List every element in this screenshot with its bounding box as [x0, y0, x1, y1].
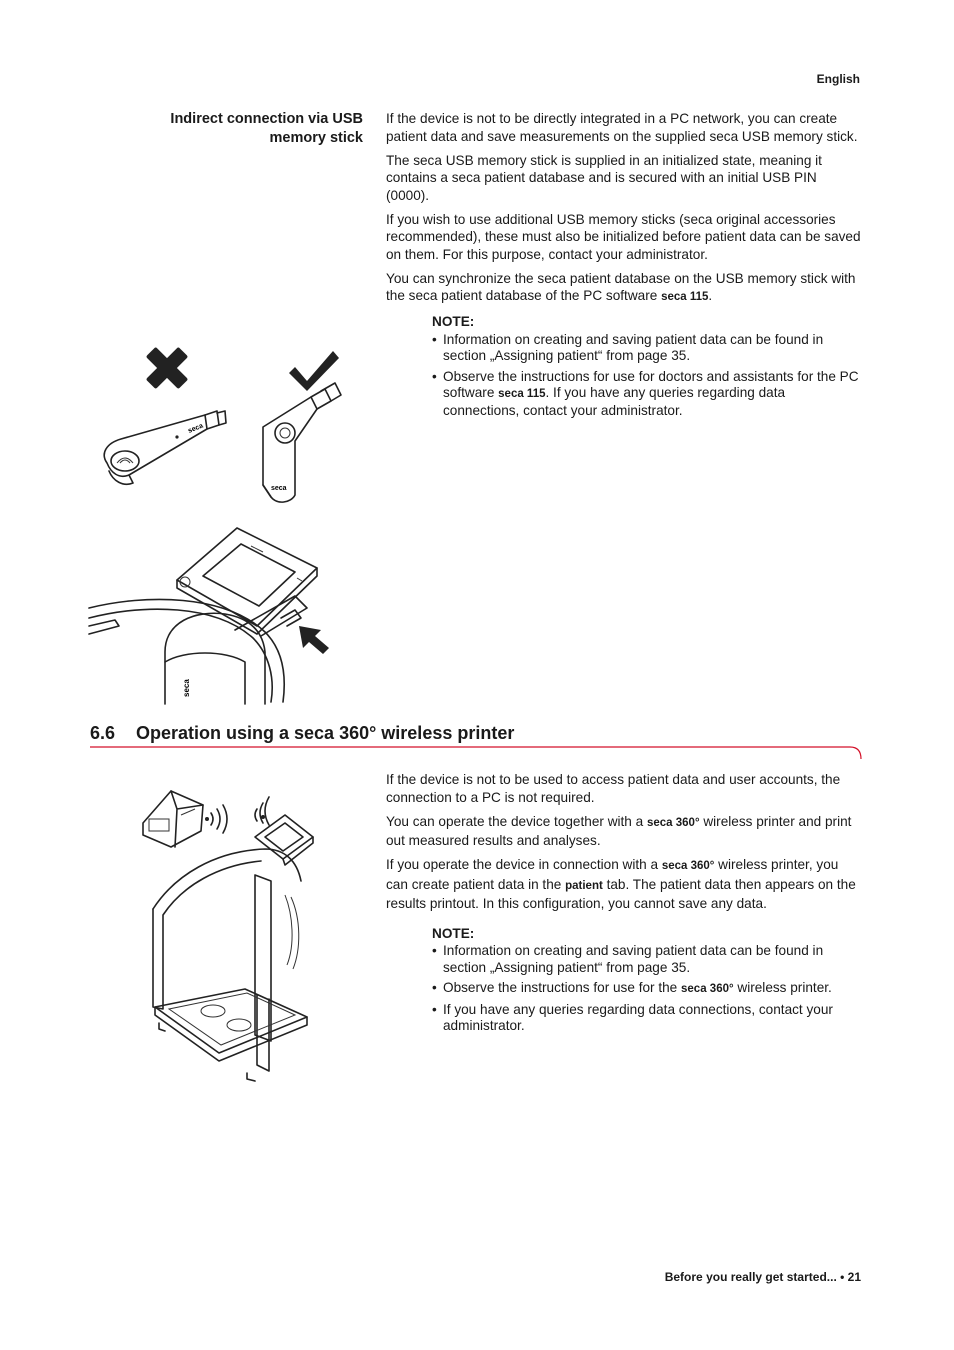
usb-paragraph-3: If you wish to use additional USB memory sticks (seca original accessories recommended), these must also be initialized before patient data can be saved on them. For this purpose, contact your administrator. [386, 211, 861, 262]
column-logo: seca [182, 679, 191, 697]
usb-sticks-illustration [95, 345, 345, 510]
product-name: seca 360° [661, 860, 715, 872]
section-heading [90, 723, 514, 744]
note-title: NOTE: [432, 314, 475, 329]
usb-paragraph-1: If the device is not to be directly integrated in a PC network, you can create patient data and save measurements on the supplied seca USB memory stick. [386, 111, 858, 144]
page-footer: Before you really get started... • 21 [664, 1270, 861, 1284]
wireless-signal-icon [255, 797, 269, 825]
printer [143, 791, 203, 847]
section-rule [90, 746, 862, 760]
printer-note [432, 925, 862, 1035]
note-item: • Information on creating and saving patient data can be found in section „Assigning patient“ from page 35. [432, 332, 862, 365]
section-number: 6.6 [90, 723, 116, 743]
tab-name: patient [565, 879, 603, 892]
wrong-usb-stick [104, 411, 226, 484]
usb-heading-line2: memory stick [269, 130, 363, 146]
note-item: • Observe the instructions for use for doctors and assistants for the PC software seca 115. If you have any queries regarding data connections, contact your administrator. [432, 369, 862, 420]
language-label: English [816, 72, 860, 86]
usb-port-illustration [85, 522, 345, 707]
stick-logo: seca [271, 485, 287, 492]
printer-paragraph-2: You can operate the device together with a seca 360° wireless printer and print out measured results and analyses. [386, 813, 852, 848]
product-name: seca 115 [498, 388, 546, 400]
cross-icon [134, 345, 199, 401]
note-item: • If you have any queries regarding data connections, contact your administrator. [432, 1002, 862, 1035]
scale-display [255, 815, 313, 865]
wireless-signal-icon [205, 805, 227, 833]
scale-printer-illustration [135, 785, 320, 1090]
printer-section-body [386, 771, 862, 1039]
note-title: NOTE: [432, 925, 475, 941]
section-title: Operation using a seca 360° wireless printer [136, 723, 515, 743]
body-composition-scale [153, 849, 307, 1081]
arrow-icon [299, 626, 329, 654]
usb-paragraph-2: The seca USB memory stick is supplied in an initialized state, meaning it contains a seca patient database and is secured with an initial USB PIN (0000). [386, 152, 822, 203]
product-name: seca 115 [661, 291, 709, 303]
printer-paragraph-1: If the device is not to be used to access patient data and user accounts, the connection to a PC is not required. [386, 772, 841, 805]
printer-paragraph-3: If you operate the device in connection with a seca 360° wireless printer, you can create patient data in the patient tab. The patient data then appears on the results printout. In this configuration, you cannot save any data. [386, 857, 856, 911]
usb-heading-line1: Indirect connection via USB [170, 111, 363, 127]
stick-logo: seca [187, 422, 205, 435]
note-item: • Observe the instructions for use for the seca 360° wireless printer. [432, 980, 862, 998]
scale-column [165, 613, 265, 704]
note-item: • Information on creating and saving patient data can be found in section „Assigning patient“ from page 35. [432, 943, 862, 976]
usb-section-body [386, 110, 862, 423]
display-unit [177, 528, 317, 636]
product-name: seca 360° [681, 983, 734, 995]
usb-paragraph-4: You can synchronize the seca patient database on the USB memory stick with the seca patient database of the PC software seca 115. [386, 270, 856, 303]
usb-note [432, 313, 862, 419]
product-name: seca 360° [646, 816, 700, 829]
correct-usb-stick [263, 383, 341, 502]
usb-section-heading [110, 110, 363, 148]
